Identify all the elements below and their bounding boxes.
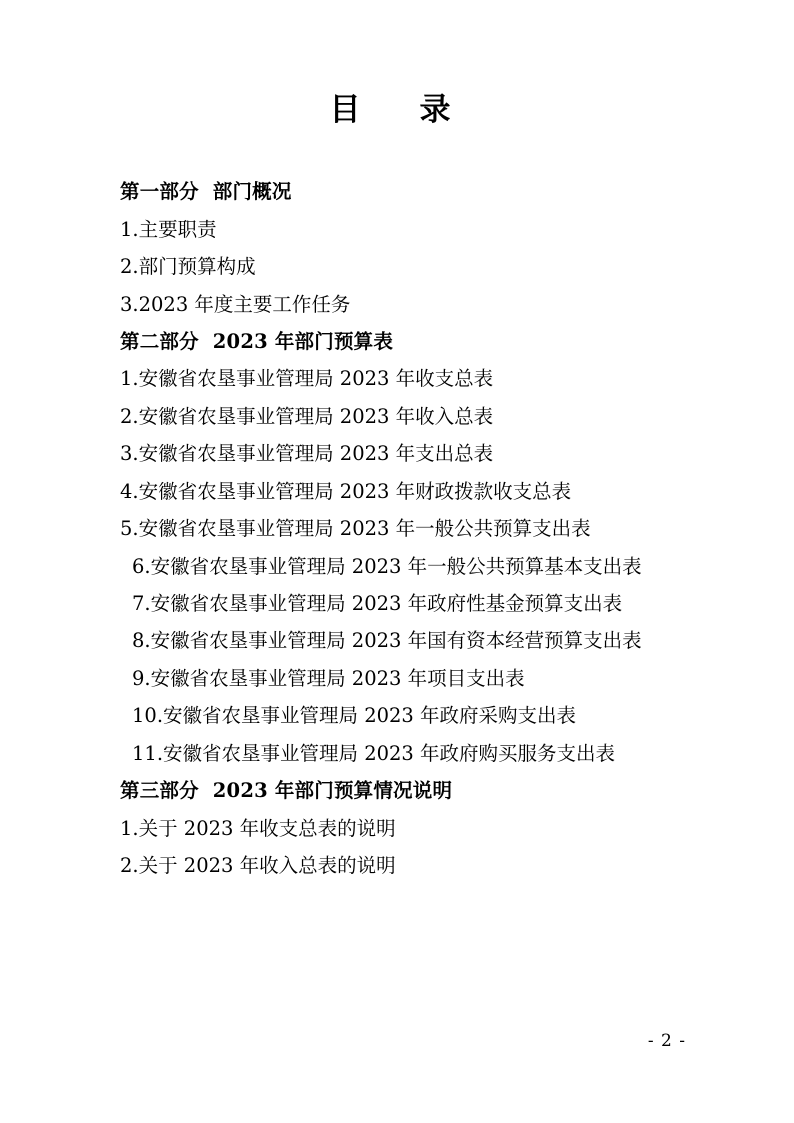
toc-item: 1.关于 2023 年收支总表的说明: [120, 816, 396, 840]
toc-item: 1.安徽省农垦事业管理局 2023 年收支总表: [120, 367, 494, 391]
toc-item: 8.安徽省农垦事业管理局 2023 年国有资本经营预算支出表: [132, 629, 642, 653]
toc-item: 5.安徽省农垦事业管理局 2023 年一般公共预算支出表: [120, 517, 591, 541]
page-title: 目 录: [329, 92, 465, 128]
toc-item: 3.2023 年度主要工作任务: [120, 292, 351, 316]
toc-item: 1.主要职责: [120, 217, 217, 241]
toc-section-heading: 第三部分 2023 年部门预算情况说明: [120, 779, 453, 803]
toc-item: 2.安徽省农垦事业管理局 2023 年收入总表: [120, 404, 494, 428]
toc-item: 2.部门预算构成: [120, 255, 256, 279]
toc-item: 2.关于 2023 年收入总表的说明: [120, 854, 396, 878]
table-of-contents: [0, 173, 794, 884]
toc-item: 4.安徽省农垦事业管理局 2023 年财政拨款收支总表: [120, 479, 572, 503]
toc-item: 3.安徽省农垦事业管理局 2023 年支出总表: [120, 442, 494, 466]
toc-section-heading: 第一部分 部门概况: [120, 180, 292, 204]
toc-item: 11.安徽省农垦事业管理局 2023 年政府购买服务支出表: [132, 741, 616, 765]
toc-item: 7.安徽省农垦事业管理局 2023 年政府性基金预算支出表: [132, 592, 623, 615]
page-number: - 2 -: [647, 1031, 686, 1051]
toc-item: 9.安徽省农垦事业管理局 2023 年项目支出表: [132, 666, 525, 690]
toc-item: 10.安徽省农垦事业管理局 2023 年政府采购支出表: [132, 704, 577, 728]
toc-section-heading: 第二部分 2023 年部门预算表: [120, 329, 394, 353]
toc-item: 6.安徽省农垦事业管理局 2023 年一般公共预算基本支出表: [132, 554, 642, 578]
